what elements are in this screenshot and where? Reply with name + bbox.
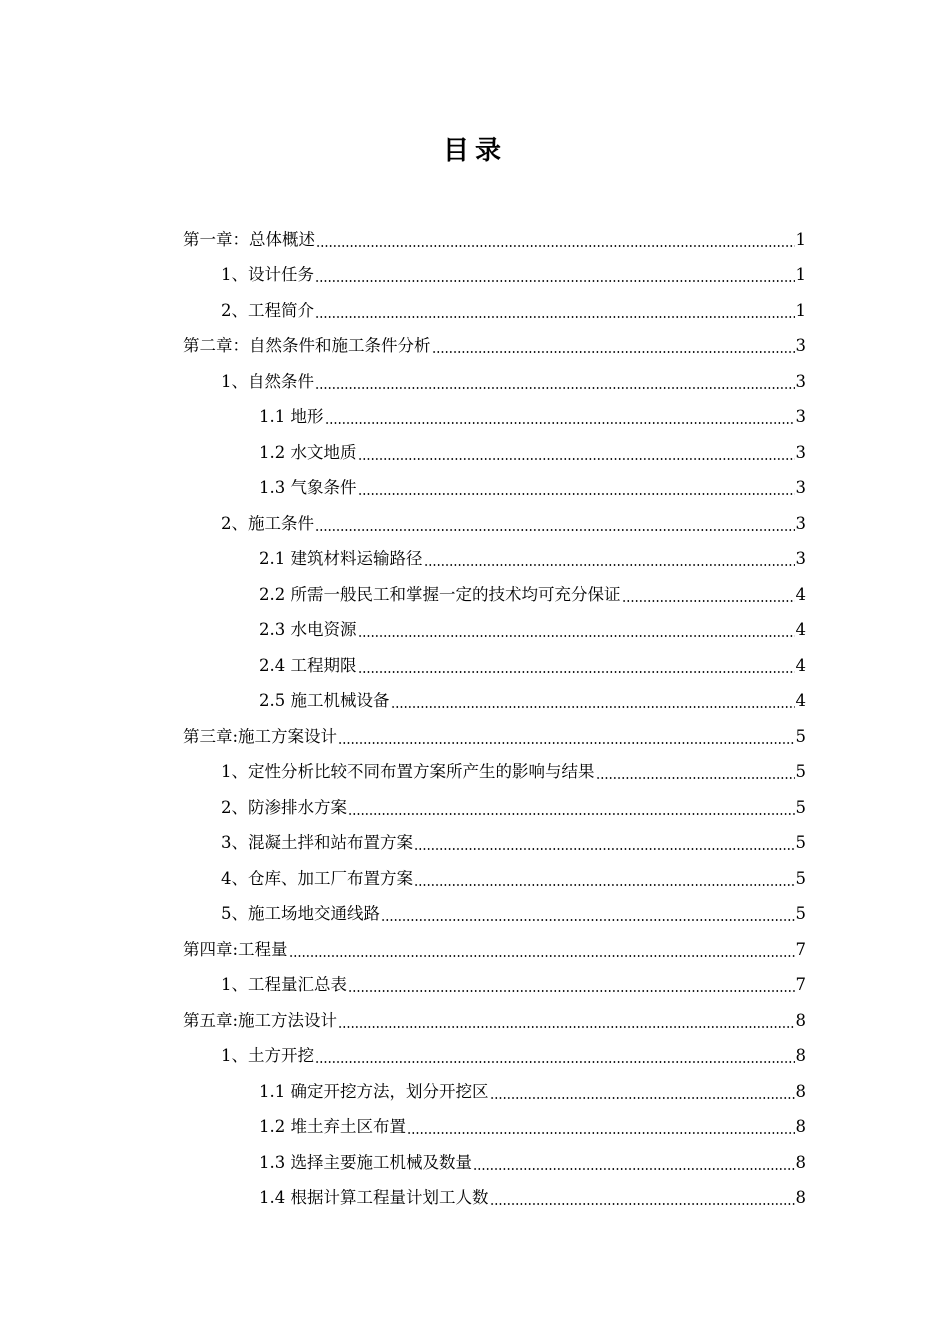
dot-leader bbox=[338, 1026, 794, 1028]
toc-entry-page-number: 3 bbox=[795, 371, 806, 391]
toc-entry-title: 1.2 堆土弃土区布置 bbox=[259, 1117, 406, 1137]
toc-entry[interactable] bbox=[183, 1145, 806, 1181]
toc-entry-page-number: 7 bbox=[795, 975, 806, 995]
dot-leader bbox=[358, 671, 795, 673]
table-of-contents bbox=[183, 222, 806, 1216]
toc-entry[interactable] bbox=[183, 258, 806, 294]
toc-entry[interactable] bbox=[183, 648, 806, 684]
toc-entry[interactable] bbox=[183, 826, 806, 862]
dot-leader bbox=[622, 600, 795, 602]
dot-leader bbox=[348, 990, 795, 992]
dot-leader bbox=[414, 848, 795, 850]
toc-entry[interactable] bbox=[183, 400, 806, 436]
toc-entry[interactable] bbox=[183, 861, 806, 897]
dot-leader bbox=[315, 1061, 795, 1063]
toc-entry-title: 1.4 根据计算工程量计划工人数 bbox=[259, 1188, 489, 1208]
toc-entry-page-number: 3 bbox=[795, 513, 806, 533]
toc-entry-page-number: 5 bbox=[795, 868, 806, 888]
toc-entry[interactable] bbox=[183, 329, 806, 365]
toc-entry[interactable] bbox=[183, 932, 806, 968]
toc-entry[interactable] bbox=[183, 684, 806, 720]
toc-entry[interactable] bbox=[183, 613, 806, 649]
dot-leader bbox=[289, 955, 795, 957]
toc-entry[interactable] bbox=[183, 897, 806, 933]
toc-entry[interactable] bbox=[183, 364, 806, 400]
toc-entry-page-number: 4 bbox=[795, 655, 806, 675]
toc-entry[interactable] bbox=[183, 542, 806, 578]
dot-leader bbox=[381, 919, 795, 921]
dot-leader bbox=[315, 529, 795, 531]
toc-entry-page-number: 5 bbox=[795, 904, 806, 924]
dot-leader bbox=[414, 884, 795, 886]
toc-entry-title: 1、土方开挖 bbox=[221, 1046, 314, 1066]
toc-entry-page-number: 3 bbox=[795, 549, 806, 569]
dot-leader bbox=[316, 245, 795, 247]
toc-entry-title: 1、自然条件 bbox=[221, 371, 314, 391]
toc-entry-page-number: 8 bbox=[795, 1010, 806, 1030]
toc-entry[interactable] bbox=[183, 1110, 806, 1146]
toc-entry-title: 1、工程量汇总表 bbox=[221, 975, 347, 995]
page-title: 目录 bbox=[442, 136, 507, 166]
toc-entry-title: 1.3 选择主要施工机械及数量 bbox=[259, 1152, 472, 1172]
toc-entry-page-number: 5 bbox=[795, 797, 806, 817]
toc-entry-page-number: 5 bbox=[795, 762, 806, 782]
dot-leader bbox=[348, 813, 795, 815]
dot-leader bbox=[391, 706, 795, 708]
toc-entry-page-number: 8 bbox=[795, 1188, 806, 1208]
toc-entry-page-number: 5 bbox=[795, 726, 806, 746]
toc-entry[interactable] bbox=[183, 293, 806, 329]
toc-entry[interactable] bbox=[183, 1039, 806, 1075]
toc-entry[interactable] bbox=[183, 1074, 806, 1110]
dot-leader bbox=[407, 1132, 795, 1134]
toc-entry-title: 第三章:施工方案设计 bbox=[183, 726, 338, 746]
toc-entry[interactable] bbox=[183, 506, 806, 542]
toc-entry-page-number: 1 bbox=[795, 229, 806, 249]
dot-leader bbox=[432, 351, 795, 353]
toc-entry-title: 2、工程简介 bbox=[221, 300, 314, 320]
dot-leader bbox=[338, 742, 794, 744]
toc-entry-title: 2.5 施工机械设备 bbox=[259, 691, 390, 711]
toc-entry-title: 2、防渗排水方案 bbox=[221, 797, 347, 817]
toc-entry-title: 2.1 建筑材料运输路径 bbox=[259, 549, 423, 569]
toc-entry-page-number: 7 bbox=[795, 939, 806, 959]
toc-entry-page-number: 1 bbox=[795, 300, 806, 320]
dot-leader bbox=[325, 422, 795, 424]
toc-entry-title: 1.2 水文地质 bbox=[259, 442, 357, 462]
dot-leader bbox=[490, 1203, 795, 1205]
dot-leader bbox=[358, 635, 795, 637]
toc-entry-title: 1.1 确定开挖方法，划分开挖区 bbox=[259, 1081, 489, 1101]
toc-entry-page-number: 8 bbox=[795, 1117, 806, 1137]
toc-entry[interactable] bbox=[183, 1181, 806, 1217]
toc-entry-title: 2.3 水电资源 bbox=[259, 620, 357, 640]
toc-entry-page-number: 4 bbox=[795, 620, 806, 640]
toc-entry-title: 1、定性分析比较不同布置方案所产生的影响与结果 bbox=[221, 762, 595, 782]
toc-entry-title: 第五章:施工方法设计 bbox=[183, 1010, 338, 1030]
toc-entry[interactable] bbox=[183, 968, 806, 1004]
toc-entry-page-number: 3 bbox=[795, 407, 806, 427]
toc-entry-title: 第四章:工程量 bbox=[183, 939, 288, 959]
dot-leader bbox=[315, 387, 795, 389]
toc-entry-title: 第一章：总体概述 bbox=[183, 229, 315, 249]
dot-leader bbox=[596, 777, 795, 779]
dot-leader bbox=[424, 564, 795, 566]
toc-entry[interactable] bbox=[183, 222, 806, 258]
toc-entry-page-number: 1 bbox=[795, 265, 806, 285]
toc-entry-page-number: 3 bbox=[795, 442, 806, 462]
toc-entry[interactable] bbox=[183, 577, 806, 613]
toc-entry[interactable] bbox=[183, 719, 806, 755]
toc-entry-title: 1、设计任务 bbox=[221, 265, 314, 285]
toc-entry-page-number: 3 bbox=[795, 478, 806, 498]
toc-entry[interactable] bbox=[183, 471, 806, 507]
toc-entry-page-number: 3 bbox=[795, 336, 806, 356]
dot-leader bbox=[315, 316, 795, 318]
toc-entry[interactable] bbox=[183, 435, 806, 471]
toc-entry-title: 2、施工条件 bbox=[221, 513, 314, 533]
dot-leader bbox=[473, 1168, 795, 1170]
toc-entry-title: 1.3 气象条件 bbox=[259, 478, 357, 498]
toc-entry[interactable] bbox=[183, 790, 806, 826]
toc-entry-title: 1.1 地形 bbox=[259, 407, 324, 427]
dot-leader bbox=[358, 493, 795, 495]
dot-leader bbox=[315, 280, 795, 282]
toc-entry-title: 5、施工场地交通线路 bbox=[221, 904, 380, 924]
toc-entry-page-number: 4 bbox=[795, 584, 806, 604]
dot-leader bbox=[490, 1097, 795, 1099]
toc-entry-title: 3、混凝土拌和站布置方案 bbox=[221, 833, 413, 853]
dot-leader bbox=[358, 458, 795, 460]
toc-entry[interactable] bbox=[183, 755, 806, 791]
toc-entry-page-number: 8 bbox=[795, 1081, 806, 1101]
toc-entry-page-number: 8 bbox=[795, 1046, 806, 1066]
toc-entry-title: 第二章：自然条件和施工条件分析 bbox=[183, 336, 431, 356]
toc-entry-title: 2.2 所需一般民工和掌握一定的技术均可充分保证 bbox=[259, 584, 621, 604]
toc-entry-page-number: 4 bbox=[795, 691, 806, 711]
toc-entry-page-number: 8 bbox=[795, 1152, 806, 1172]
toc-entry-title: 4、仓库、加工厂布置方案 bbox=[221, 868, 413, 888]
toc-entry-title: 2.4 工程期限 bbox=[259, 655, 357, 675]
toc-entry[interactable] bbox=[183, 1003, 806, 1039]
toc-entry-page-number: 5 bbox=[795, 833, 806, 853]
